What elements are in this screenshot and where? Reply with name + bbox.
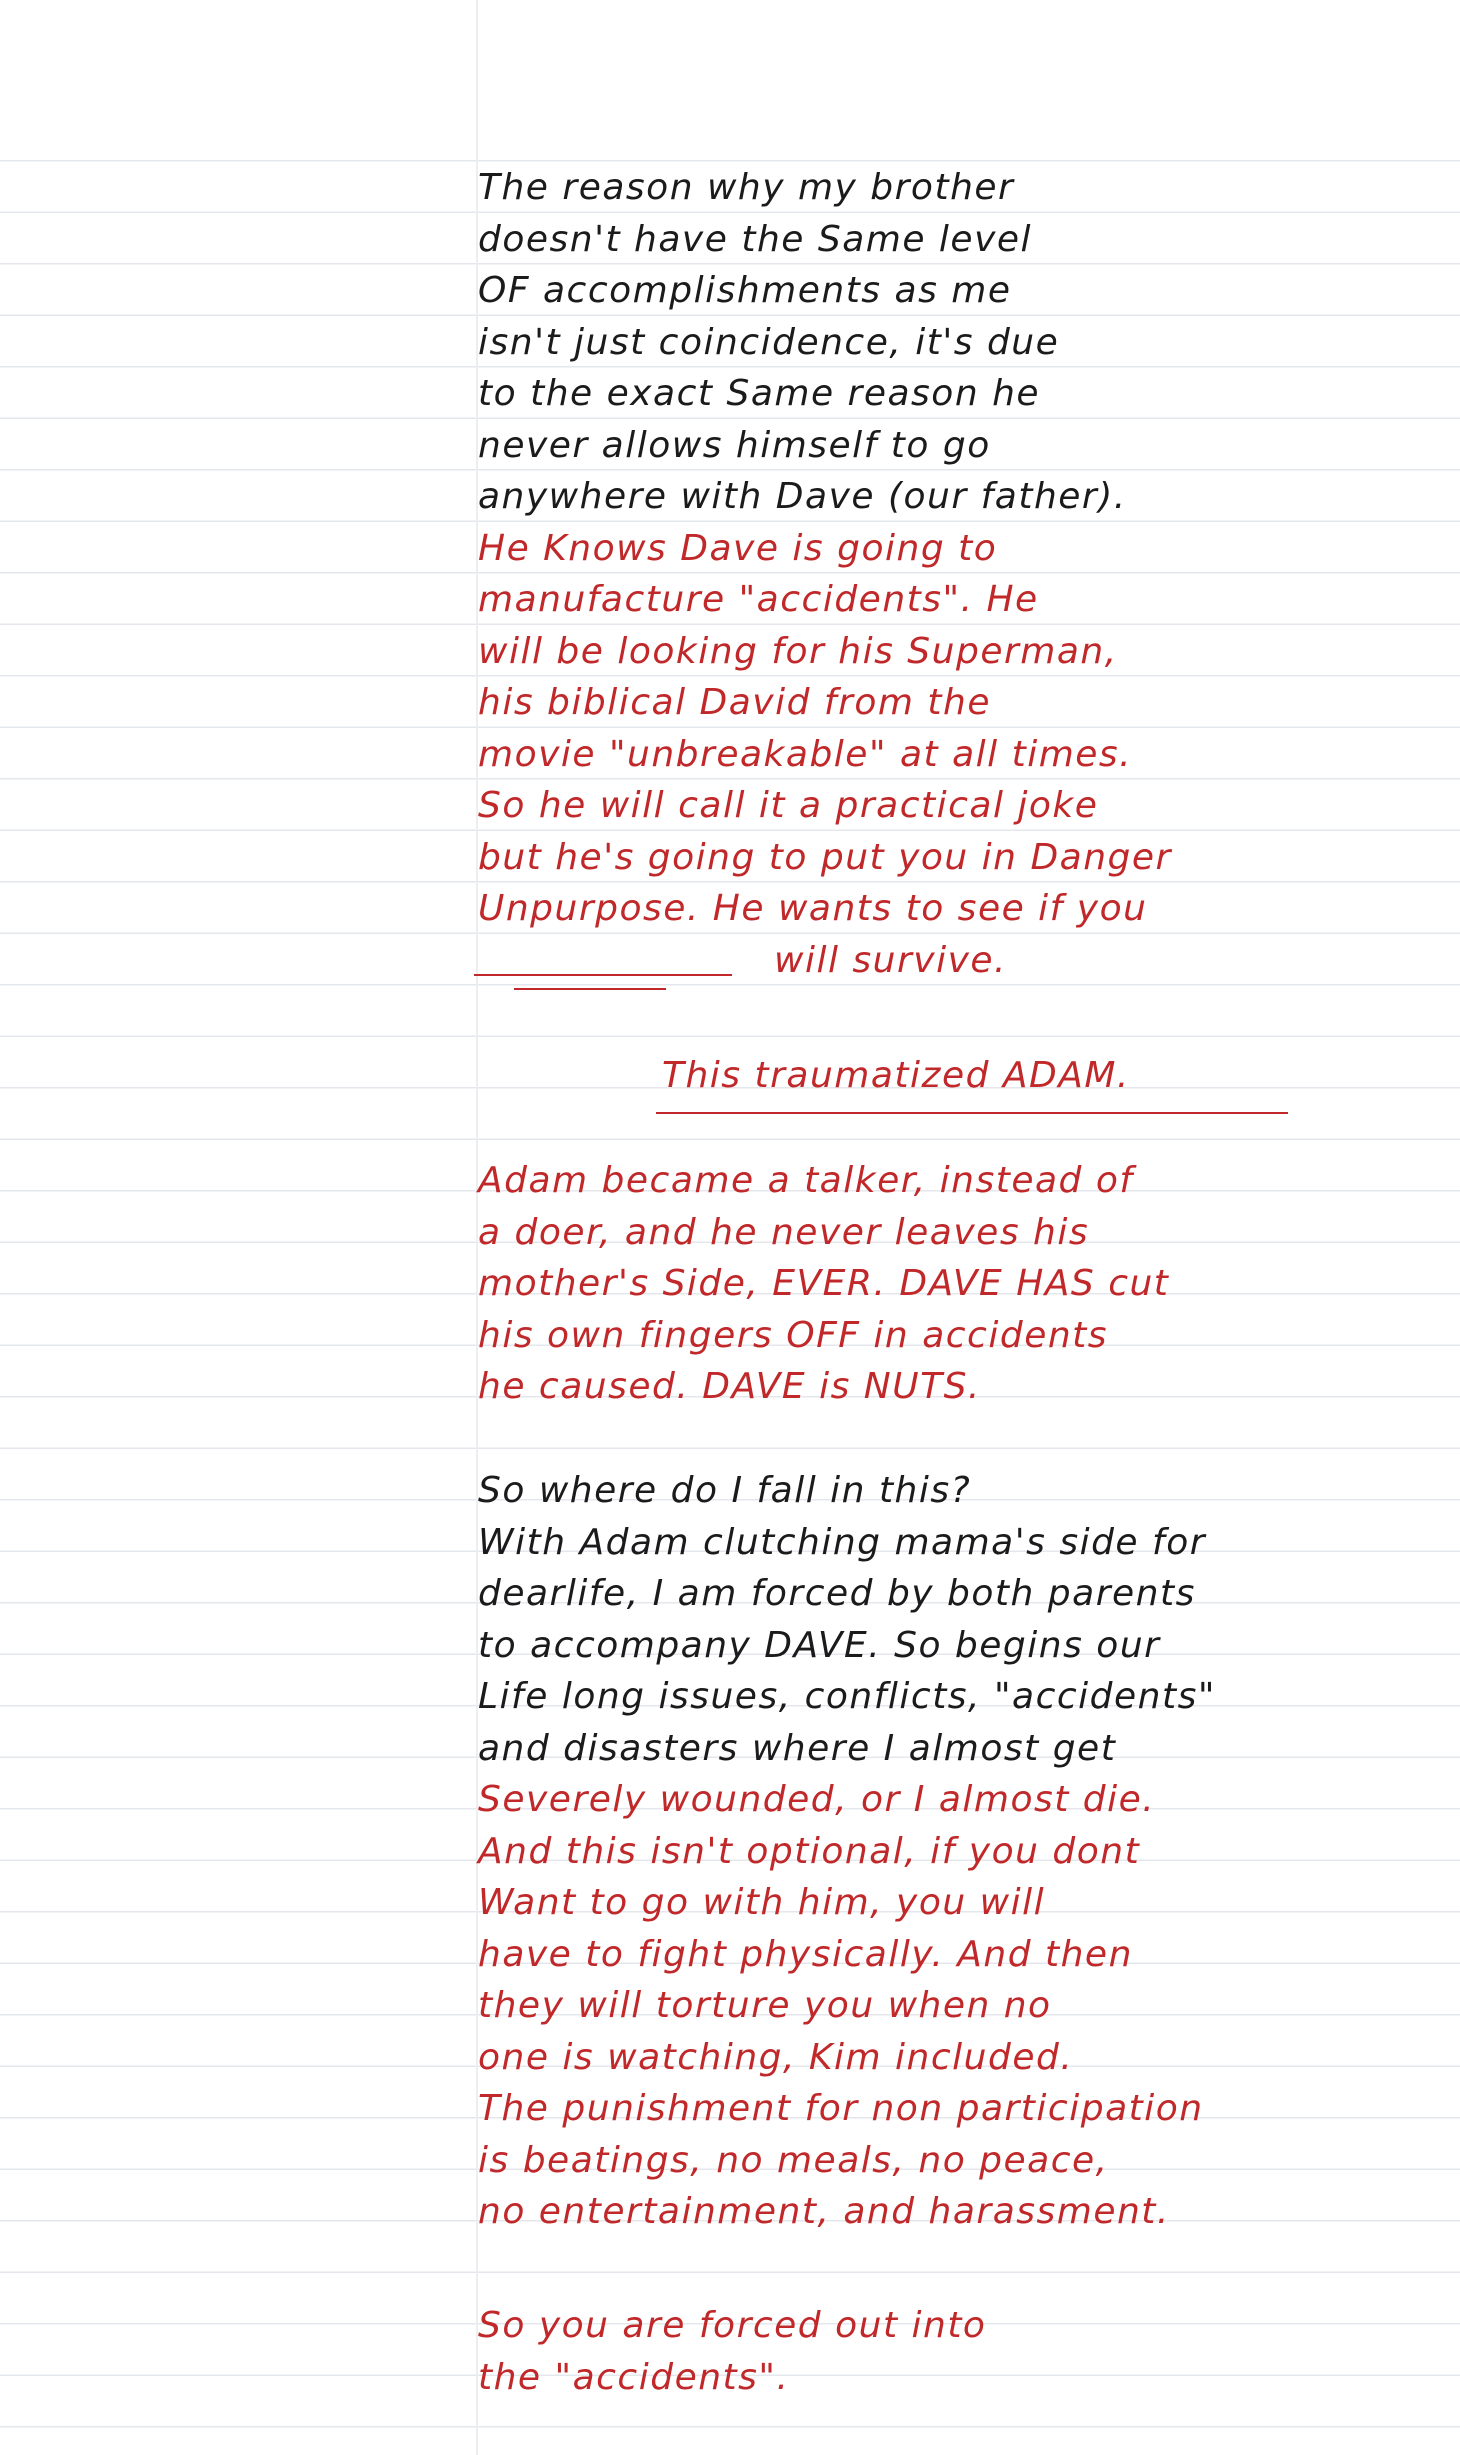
paragraph-1 [478, 162, 1448, 986]
text-line: isn't just coincidence, it's due [478, 321, 1060, 363]
text-line: never allows himself to go [478, 424, 991, 466]
text-line: The punishment for non participation [478, 2088, 1204, 2129]
text-line: a doer, and he never leaves his [478, 1211, 1090, 1253]
text-line: the "accidents". [478, 2356, 790, 2398]
text-line: So where do I fall in this? [478, 1470, 972, 1511]
text-line: he caused. DAVE is NUTS. [478, 1366, 981, 1407]
paragraph-4 [478, 2300, 1448, 2403]
text-line: his biblical David from the [478, 682, 991, 723]
underline-unpurpose-2 [514, 988, 666, 990]
underline-unpurpose [474, 974, 732, 976]
section-heading: This traumatized ADAM. [662, 1055, 1130, 1096]
text-line: movie "unbreakable" at all times. [478, 733, 1133, 775]
text-line: will survive. [774, 939, 1007, 981]
text-line: The reason why my brother [478, 167, 1015, 208]
text-line: but he's going to put you in Danger [478, 836, 1172, 878]
text-line: So you are forced out into [478, 2305, 987, 2346]
text-line: to accompany DAVE. So begins our [478, 1624, 1161, 1666]
text-line: With Adam clutching mama's side for [478, 1521, 1207, 1563]
text-line: He Knows Dave is going to [478, 527, 998, 569]
text-line: to the exact Same reason he [478, 373, 1041, 414]
text-line: one is watching, Kim included. [478, 2036, 1074, 2078]
text-line: they will torture you when no [478, 1985, 1052, 2026]
text-line: Want to go with him, you will [478, 1882, 1046, 1923]
heading-underline [656, 1112, 1288, 1114]
text-line: will be looking for his Superman, [478, 630, 1118, 672]
text-line: And this isn't optional, if you dont [478, 1830, 1141, 1872]
text-line: dearlife, I am forced by both parents [478, 1573, 1196, 1614]
text-line: anywhere with Dave (our father). [478, 476, 1127, 517]
text-line: Unpurpose. He wants to see if you [478, 888, 1148, 929]
text-line: OF accomplishments as me [478, 270, 1012, 311]
text-line: and disasters where I almost get [478, 1727, 1117, 1769]
text-line: Severely wounded, or I almost die. [478, 1779, 1156, 1820]
text-line: no entertainment, and harassment. [478, 2191, 1170, 2232]
text-line: Adam became a talker, instead of [478, 1160, 1134, 1201]
text-line: manufacture "accidents". He [478, 579, 1039, 620]
text-line: Life long issues, conflicts, "accidents" [478, 1676, 1216, 1717]
text-line: doesn't have the Same level [478, 218, 1033, 260]
paragraph-3 [478, 1465, 1448, 2238]
text-line: is beatings, no meals, no peace, [478, 2139, 1109, 2181]
text-line: have to fight physically. And then [478, 1933, 1133, 1975]
text-line: mother's Side, EVER. DAVE HAS cut [478, 1263, 1170, 1304]
paragraph-2 [478, 1155, 1448, 1413]
text-line: his own fingers OFF in accidents [478, 1314, 1109, 1356]
text-line: So he will call it a practical joke [478, 785, 1099, 826]
